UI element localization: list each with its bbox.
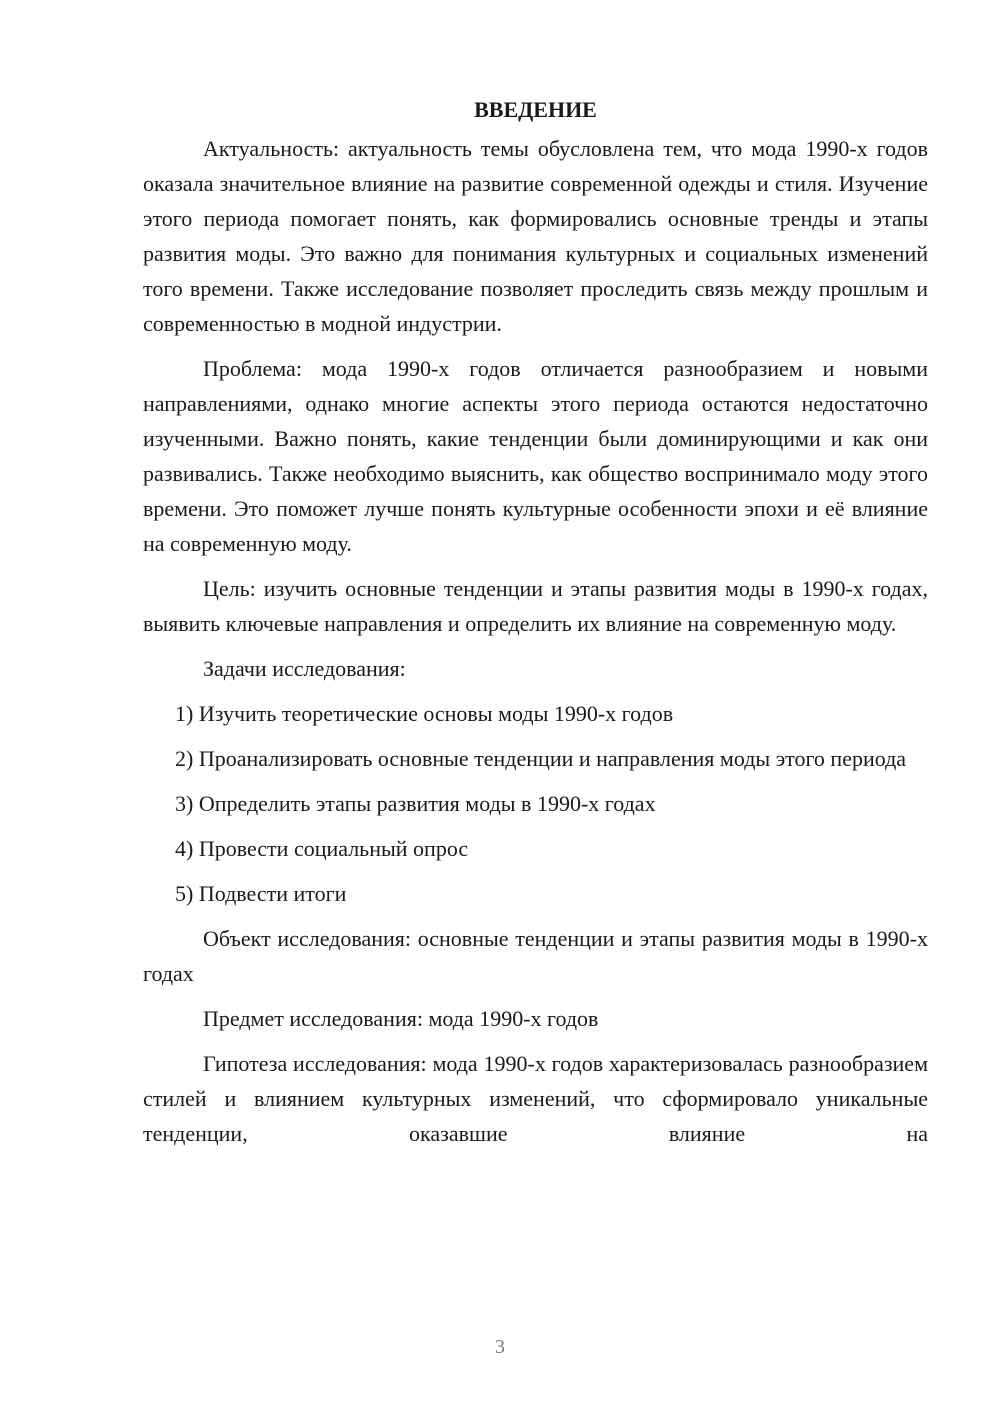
tasks-heading: Задачи исследования: bbox=[203, 656, 406, 681]
task-item-4: 4) Провести социальный опрос bbox=[175, 836, 469, 861]
task-item-5: 5) Подвести итоги bbox=[175, 881, 347, 906]
hypothesis-paragraph: Гипотеза исследования: мода 1990-х годов характеризовалась разнообразием стилей и влиянием культурных изменений, что сформировало уникальные тенденции, оказавшие влияние на bbox=[143, 1051, 928, 1146]
research-object-paragraph: Объект исследования: основные тенденции и этапы развития моды в 1990-х годах bbox=[143, 926, 928, 986]
task-item-1: 1) Изучить теоретические основы моды 1990-х годов bbox=[175, 701, 674, 726]
page-number: 3 bbox=[495, 1336, 505, 1358]
research-subject-paragraph: Предмет исследования: мода 1990-х годов bbox=[203, 1006, 599, 1031]
problem-paragraph: Проблема: мода 1990-х годов отличается разнообразием и новыми направлениями, однако многие аспекты этого периода остаются недостаточно изученными. Важно понять, какие тенденции были доминирующими и как они развивались. Также необходимо выяснить, как общество воспринимало моду этого времени. Это поможет лучше понять культурные особенности эпохи и её влияние на современную моду. bbox=[143, 356, 928, 556]
relevance-paragraph: Актуальность: актуальность темы обусловлена тем, что мода 1990-х годов оказала значительное влияние на развитие современной одежды и стиля. Изучение этого периода помогает понять, как формировались основные тренды и этапы развития моды. Это важно для понимания культурных и социальных изменений того времени. Также исследование позволяет проследить связь между прошлым и современностью в модной индустрии. bbox=[143, 136, 928, 336]
goal-paragraph: Цель: изучить основные тенденции и этапы развития моды в 1990-х годах, выявить ключевые направления и определить их влияние на современную моду. bbox=[143, 576, 928, 636]
document-page bbox=[143, 92, 928, 1161]
task-item-2: 2) Проанализировать основные тенденции и направления моды этого периода bbox=[175, 746, 907, 771]
section-title: ВВЕДЕНИЕ bbox=[474, 97, 597, 122]
task-item-3: 3) Определить этапы развития моды в 1990-х годах bbox=[175, 791, 656, 816]
